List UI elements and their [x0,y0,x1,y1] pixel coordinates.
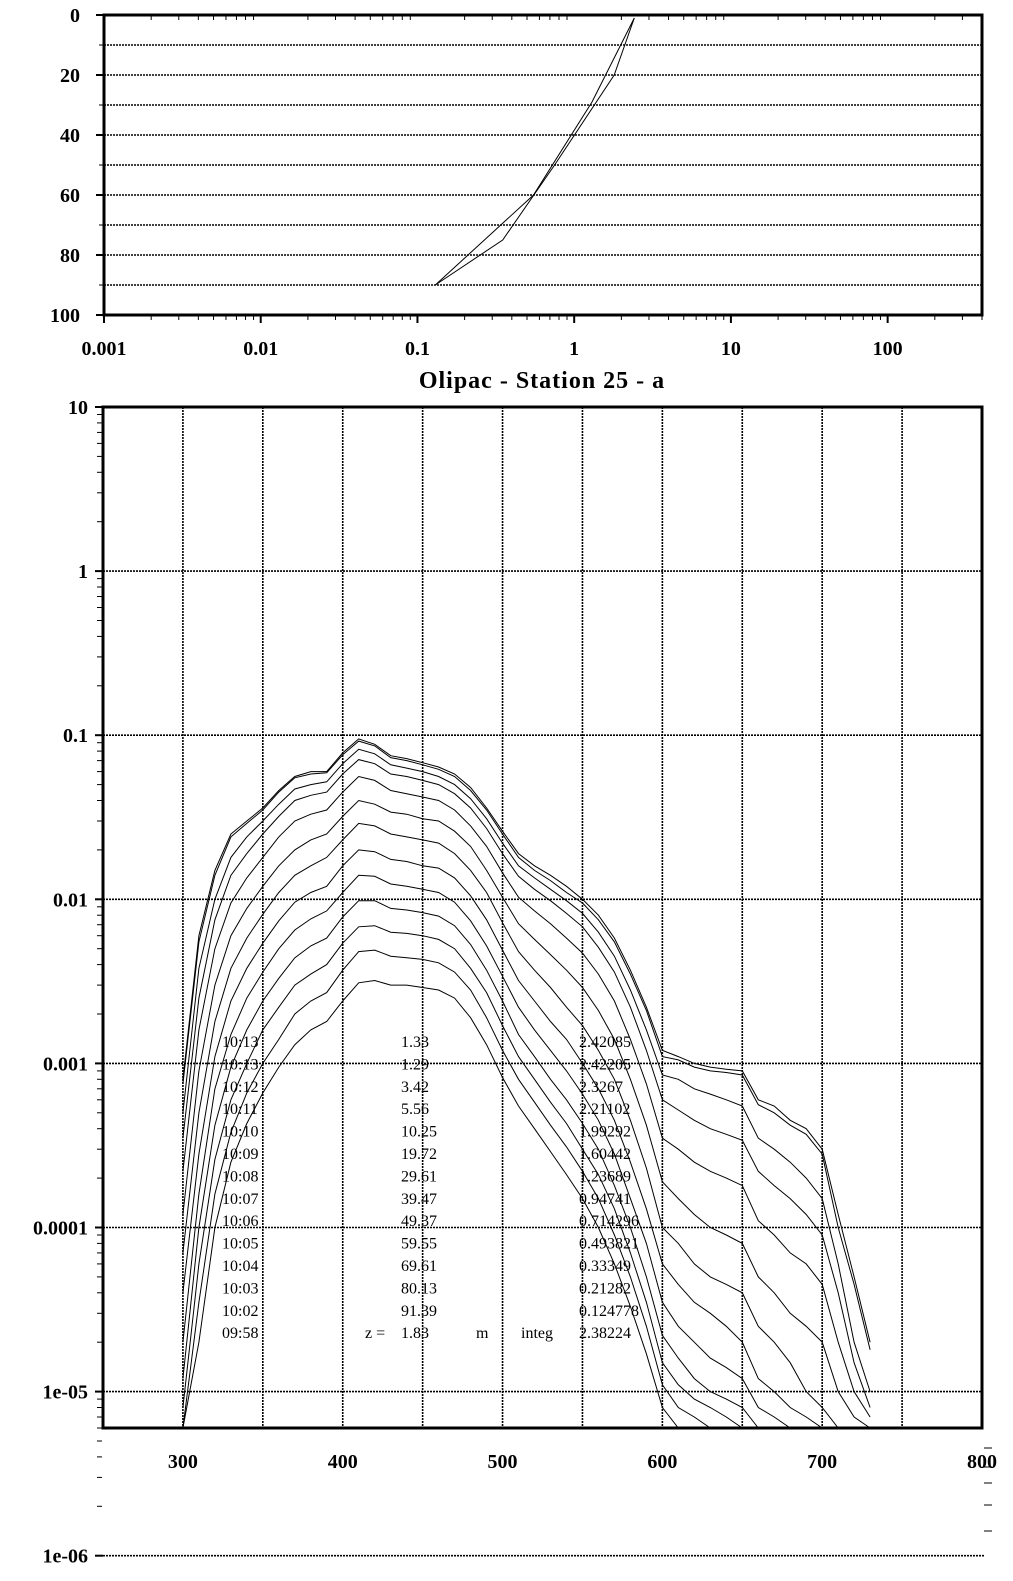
x-tick-label: 100 [872,338,903,360]
legend-time: 09:58 [222,1325,259,1343]
y-tick-label: 1 [78,561,88,584]
y-tick-label: 0.0001 [33,1217,88,1240]
legend-time: 10:07 [222,1190,259,1208]
legend-time: 10:03 [222,1280,259,1298]
legend-time: 10:13 [222,1056,259,1074]
legend-depth: 69.61 [401,1258,437,1275]
spectral-series-line [183,760,870,1408]
legend-depth: 39.47 [401,1190,437,1208]
x-tick-label: 10 [720,338,741,360]
x-tick-label: 1 [569,338,580,360]
spectral-series-line [183,875,870,1428]
legend-depth: 3.42 [401,1078,429,1096]
x-tick-label: 400 [327,1451,358,1473]
legend-integ: 2.3267 [579,1078,623,1096]
legend-unit: m [476,1325,489,1343]
legend-time: 10:06 [222,1213,259,1231]
legend-depth: 1.33 [401,1034,429,1051]
legend-depth: 1.29 [401,1056,429,1074]
x-tick-label: 300 [167,1451,198,1473]
legend-integ: 0.21282 [579,1280,631,1298]
legend-depth: 5.56 [401,1101,429,1119]
x-tick-label: 0.01 [243,338,279,360]
y-tick-label: 0.001 [43,1053,88,1076]
y-tick-label: 60 [60,185,80,207]
legend-time: 10:11 [222,1101,258,1119]
y-tick-label: 20 [60,65,80,87]
legend-integ-label: integ [521,1325,553,1343]
legend-time: 10:10 [222,1123,259,1141]
spectral-series-line [183,981,870,1429]
x-tick-label: 0.1 [404,338,430,360]
spectral-series-line [183,749,870,1391]
depth-profile-series [435,18,634,285]
legend-time: 10:05 [222,1235,259,1253]
chart-title: Olipac - Station 25 - a [418,368,666,394]
legend-table [222,1034,639,1342]
spectral-series-line [183,950,870,1428]
y-tick-label: 1e-05 [42,1381,88,1404]
legend-integ: 1.99292 [579,1123,631,1141]
y-tick-label: 100 [50,305,80,327]
y-tick-label: 0.01 [53,889,88,912]
legend-z-value: 1.83 [401,1325,429,1343]
spectral-x-ticks [168,1451,997,1473]
x-tick-label: 800 [967,1451,997,1473]
spectral-series-line [183,926,870,1428]
legend-integ: 0.94741 [579,1190,631,1208]
legend-depth: 59.55 [401,1235,437,1253]
depth-profile-chart [50,5,982,360]
legend-integ: 0.493821 [579,1235,639,1253]
legend-integ: 2.42205 [579,1056,631,1074]
y-tick-label: 80 [60,245,80,267]
x-tick-label: 500 [487,1451,518,1473]
legend-time: 10:12 [222,1078,259,1096]
legend-depth: 10.25 [401,1123,437,1141]
spectral-series-line [183,777,870,1418]
legend-depth: 19.72 [401,1146,437,1163]
y-tick-label: 1e-06 [42,1545,88,1568]
legend-integ: 2.42085 [579,1034,631,1051]
legend-depth: 80.13 [401,1280,437,1298]
legend-integ: 1.23689 [579,1168,631,1186]
legend-time: 10:04 [222,1258,259,1275]
x-tick-label: 700 [807,1451,838,1473]
depth-profile-y-ticks [50,5,104,327]
depth-profile-gridlines [104,45,982,285]
y-tick-label: 10 [68,397,88,419]
spectral-series-line [183,901,870,1428]
legend-depth: 91.39 [401,1302,437,1320]
legend-time: 10:08 [222,1168,259,1186]
legend-integ: 2.21102 [579,1101,631,1119]
legend-z-label: z = [365,1325,386,1343]
legend-integ: 0.33349 [579,1258,631,1275]
legend-depth: 29.61 [401,1168,437,1186]
legend-integ: 0.714296 [579,1213,639,1231]
depth-series-line [435,18,634,285]
legend-integ: 1.60442 [579,1146,631,1163]
y-tick-label: 40 [60,125,80,147]
y-tick-label: 0.1 [63,725,88,748]
legend-depth: 49.37 [401,1213,437,1231]
x-tick-label: 0.001 [81,338,127,360]
legend-integ: 0.124778 [579,1302,639,1320]
legend-time: 10:13 [222,1034,259,1051]
depth-profile-x-ticks [82,15,983,360]
legend-integ-value: 2.38224 [579,1325,631,1343]
legend-time: 10:02 [222,1302,259,1320]
legend-time: 10:09 [222,1146,259,1163]
spectral-chart [33,397,997,1568]
y-tick-label: 0 [70,5,80,27]
depth-series-line [435,18,634,285]
x-tick-label: 600 [647,1451,678,1473]
